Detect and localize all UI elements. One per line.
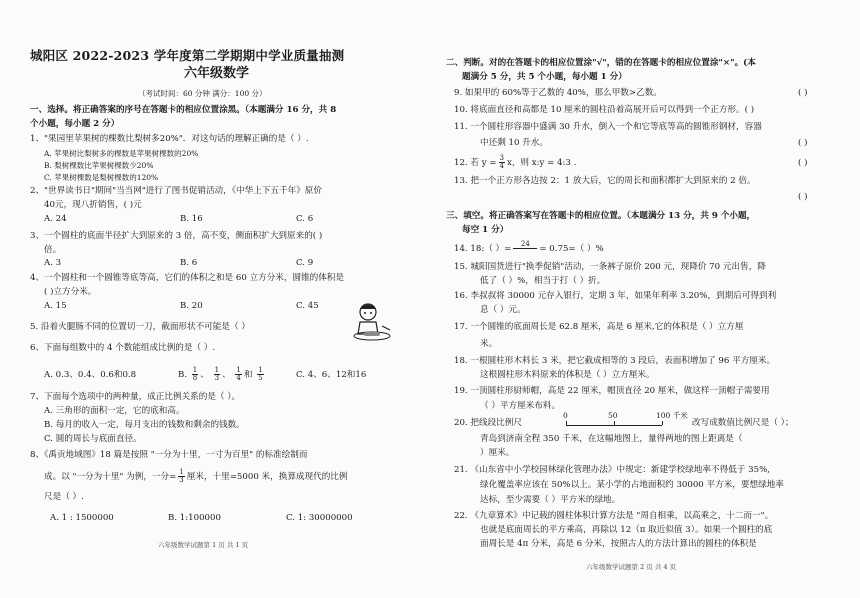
question-19-cont: （ ）平方厘米布料。: [480, 401, 561, 411]
question-18: 18. 一根圆柱形木料长 3 米，把它截成相等的 3 段后，表面积增加了 96 平方厘米。: [454, 356, 776, 366]
question-16: 16. 李叔叔将 30000 元存入银行，定期 3 年，如果年利率 3.20%，到期后可得到利: [454, 291, 777, 301]
question-9: 9. 如果甲的 60%等于乙数的 40%，那么甲数>乙数。: [454, 88, 662, 98]
q4-option-c: C. 45: [296, 301, 319, 311]
q13-answer-paren: ( ): [798, 192, 808, 202]
section2-heading-cont: 题满分 5 分，共 5 个小题，每小题 1 分）: [462, 72, 627, 82]
q14-fraction: 24: [513, 241, 537, 256]
q4-option-a: A. 15: [44, 301, 67, 311]
q6-fraction-3: $\frac{1}{4}$: [236, 366, 241, 382]
exam-page-right: [440, 0, 860, 598]
question-20-post: 改写成数值比例尺是（ ）；: [692, 418, 794, 428]
scale-label-100: 100 千米: [656, 411, 688, 420]
q1-option-a: A. 苹果树比梨树多的棵数是苹果树棵数的20%: [44, 149, 199, 158]
question-22-cont2: 面周长是 4π 分米，高是 6 分米，按照古人的方法计算出的圆柱的体积是: [480, 539, 757, 549]
section3-heading-cont: 每空 1 分）: [462, 225, 509, 235]
q3-option-c: C. 9: [296, 258, 314, 268]
question-15-cont: 低了（ ）%，相当于打（ ）折。: [480, 276, 606, 286]
question-5: 5. 沿着火腿肠不同的位置切一刀，截面形状不可能是（ ）: [30, 322, 250, 332]
q6-option-b: B. $\frac{1}{8}$ 、 $\frac{1}{3}$ 、 $\frac{1}{4}$ 和 $\frac{1}{5}$: [178, 366, 263, 382]
student-cutting-illustration: [346, 300, 398, 344]
question-2: 2、"世界读书日"期间"当当网"进行了图书促销活动，《中华上下五千年》原价: [30, 186, 322, 196]
q8-fraction: $\frac{1}{3}$: [179, 468, 184, 484]
question-1: 1、"果园里苹果树的棵数比梨树多20%"．对这句话的理解正确的是（ ）.: [30, 134, 309, 144]
question-2-cont: 40元，现八折销售，( )元: [44, 200, 142, 210]
page-footer-left: 六年级数学试题第 1 页 共 1 页: [158, 541, 249, 549]
page-footer-right: 六年级数学试题第 2 页 共 4 页: [586, 563, 677, 571]
q4-option-b: B. 20: [180, 301, 203, 311]
q2-option-c: C. 6: [296, 214, 314, 224]
scale-label-0: 0: [563, 411, 568, 420]
q1-option-b: B. 梨树棵数比苹果树棵数少20%: [44, 161, 154, 170]
question-6: 6、下面每组数中的 4 个数能组成比例的是（ ）.: [30, 343, 216, 353]
section3-heading: 三、填空。将正确答案写在答题卡的相应位置。（本题满分 13 分，共 9 个小题，: [446, 211, 756, 221]
question-4: 4、一个圆柱和一个圆锥等底等高，它们的体积之和是 60 立方分米，圆锥的体积是: [30, 273, 345, 283]
q8-option-c: C. 1: 30000000: [286, 513, 353, 523]
question-18-cont: 这根圆柱形木料原来的体积是（ ）立方厘米。: [480, 370, 655, 380]
question-8-cont: [44, 466, 347, 488]
q8-text-post: 厘米，十里=5000 米，换算成现代的比例: [186, 472, 348, 482]
scale-tick-50: [614, 421, 615, 425]
q3-option-a: A. 3: [44, 258, 62, 268]
question-3-cont: 倍。: [44, 245, 62, 255]
q6-fraction-2: $\frac{1}{3}$: [214, 366, 220, 382]
q12-fraction: $\frac{3}{4}$: [499, 154, 504, 170]
exam-subtitle: 六年级数学: [184, 66, 250, 81]
q6-option-a: A. 0.3、0.4、0.6和0.8: [44, 370, 137, 380]
question-17-cont: 米。: [480, 339, 498, 349]
exam-info: （考试时间：60 分钟 满分：100 分）: [138, 89, 267, 98]
scale-label-50: 50: [608, 411, 618, 420]
section1-heading: 一、选择。将正确答案的序号在答题卡的相应位置涂黑。（本题满分 16 分，共 8: [30, 105, 337, 115]
question-11-cont: 中还剩 10 升水。: [480, 138, 548, 148]
question-16-cont: 息（ ）元。: [480, 305, 526, 315]
question-20-cont: 青岛到济南全程 350 千米，在这幅地图上，量得两地的图上距离是（: [480, 434, 743, 444]
q7-option-b: B. 每月的收入一定，每月支出的钱数和剩余的钱数。: [44, 420, 245, 430]
q2-option-b: B. 16: [180, 214, 203, 224]
q11-answer-paren: ( ): [798, 138, 808, 148]
question-14: [454, 238, 604, 260]
q1-option-c: C. 苹果树棵数是梨树棵数的120%: [44, 173, 159, 182]
question-12: [454, 152, 576, 174]
q9-answer-paren: ( ): [798, 88, 808, 98]
q12-text-post: x，则 x:y = 4:3 .: [506, 158, 577, 168]
q2-option-a: A. 24: [44, 214, 67, 224]
section1-heading-cont: 个小题，每小题 2 分）: [30, 119, 120, 129]
scale-tick-100: [662, 421, 663, 425]
question-20-pre: 20. 把线段比例尺: [454, 418, 522, 428]
q3-option-b: B. 6: [180, 258, 198, 268]
question-13: 13. 把一个正方形各边按 2：1 放大后，它的周长和面积都扩大到原来的 2 倍。: [454, 176, 756, 186]
question-8: 8、《禹贡地域图》18 篇是按照 "一分为十里，一寸为百里" 的标准绘制而: [30, 450, 308, 460]
question-3: 3、一个圆柱的底面半径扩大到原来的 3 倍，高不变，侧面积扩大到原来的( ): [30, 231, 323, 241]
question-8-cont2: 尺是（ ）.: [44, 492, 84, 502]
question-10: 10. 将底面直径和高都是 10 厘米的圆柱沿着高展开后可以得到一个正方形。( ): [454, 105, 755, 115]
question-4-cont: ( )立方分米。: [44, 287, 97, 297]
q8-text-pre: 成。以 "一分为十里" 为例，一分=: [44, 472, 177, 482]
q8-option-b: B. 1:100000: [168, 513, 221, 523]
q14-text-pre: 14. 18:（ ）=: [454, 244, 512, 254]
q8-option-a: A. 1 : 1500000: [50, 513, 114, 523]
question-11: 11. 一个圆柱形容器中盛满 30 升水，倒入一个和它等底等高的圆锥形钢材，容器: [454, 122, 762, 132]
q7-option-c: C. 圆的周长与底面直径。: [44, 434, 142, 444]
question-7: 7、下面每个选项中的两种量，成正比例关系的是（ ）。: [30, 392, 241, 402]
question-21-cont2: 达标，至少需要（ ）平方米的绿地。: [480, 495, 621, 505]
scale-tick-0: [566, 421, 567, 425]
question-19: 19. 一顶圆柱形厨师帽，高是 22 厘米，帽顶直径 20 厘米，做这样一顶帽子需要用: [454, 386, 770, 396]
q12-answer-paren: ( ): [798, 158, 808, 168]
question-22: 22. 《九章算术》中记载的圆柱体积计算方法是 "周自相乘，以高乘之，十二而一"。: [454, 511, 774, 521]
q7-option-a: A. 三角形的面积一定，它的底和高。: [44, 406, 185, 416]
question-22-cont: 也就是底面周长的平方乘高，再除以 12（π 取近似值 3）。如果一个圆柱的底: [480, 525, 773, 535]
question-21-cont: 绿化覆盖率应该在 50%以上。某小学的占地面积约 30000 平方米，要想绿地率: [480, 480, 784, 490]
q6-fraction-1: $\frac{1}{8}$: [192, 366, 198, 382]
q6-option-b-label: B.: [178, 370, 188, 380]
q6-fraction-4: $\frac{1}{5}$: [258, 366, 263, 382]
question-17: 17. 一个圆锥的底面周长是 62.8 厘米，高是 6 厘米,它的体积是（ ）立方厘: [454, 322, 744, 332]
section2-heading: 二、判断。对的在答题卡的相应位置涂"√"，错的在答题卡的相应位置涂"×"。(本: [446, 58, 756, 68]
q12-text-pre: 12. 若 y =: [454, 158, 497, 168]
question-21: 21. 《山东省中小学校园林绿化管理办法》中规定：新建学校绿地率不得低于 35%,: [454, 465, 770, 475]
scale-bar: [566, 425, 662, 426]
question-20-cont2: ）厘米。: [480, 448, 515, 458]
exam-title: 城阳区 2022-2023 学年度第二学期期中学业质量抽测: [30, 48, 345, 63]
q6-option-c: C. 4、6、12和16: [296, 370, 367, 380]
question-15: 15. 城阳国货进行"换季促销"活动，一条裤子原价 200 元，现降价 70 元出售，降: [454, 262, 766, 272]
q14-text-post: = 0.75=（ ）%: [539, 244, 604, 254]
